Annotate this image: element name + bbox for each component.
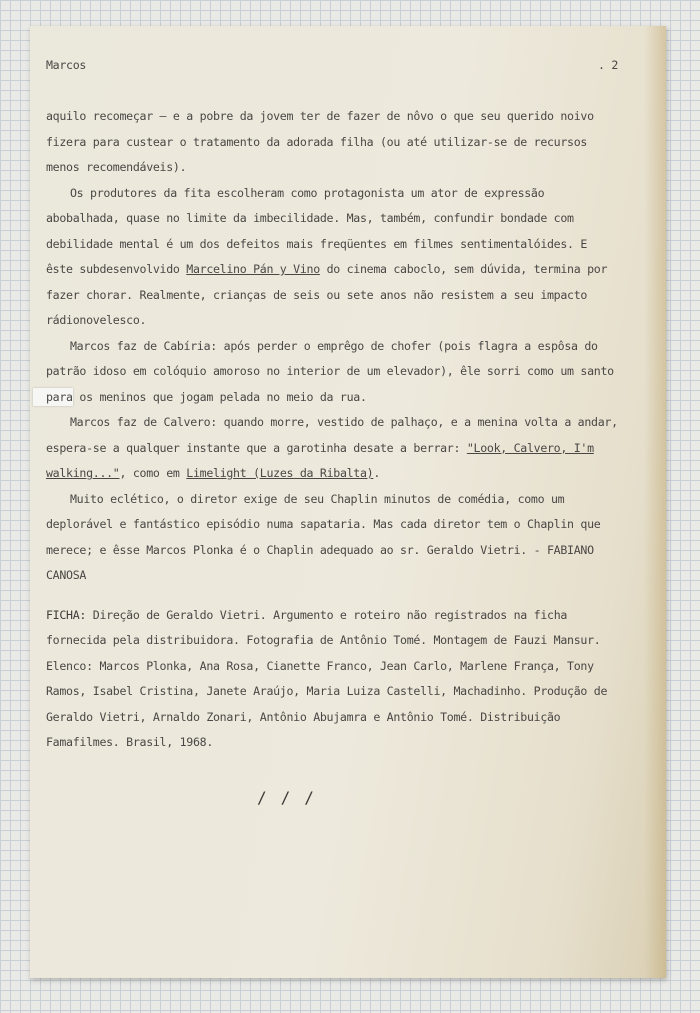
typed-text-block (46, 58, 618, 756)
ficha-text: Direção de Geraldo Vietri. Argumento e roteiro não registrados na ficha fornecida pela distribuidora. Fotografia de Antônio Tomé. Montagem de Fauzi Mansur. Elenco: Marcos Plonka, Ana Rosa, Cianette Franco, Jean Carlo, Marlene França, Tony Ramos, Isabel Cristina, Janete Araújo, Maria Luiza Castelli, Machadinho. Produção de Geraldo Vietri, Arnaldo Zonari, Antônio Abujamra e Antônio Tomé. Distribuição Famafilmes. Brasil, 1968. (46, 607, 608, 749)
paragraph-2-text-a: Os produtores da fita escolheram como protagonista um ator de expressão abobalhada, quase no limite da imbecilidade. Mas, também, confundir bondade com debilidade mental é um dos defeitos mais freqüentes em filmes sentimentalóides. E êste subdesenvolvido (46, 185, 588, 276)
page-number: . 2 (597, 58, 618, 72)
paragraph-2-title-underlined: Marcelino Pán y Vino (186, 262, 320, 276)
paragraph-4 (46, 410, 618, 487)
header-left: Marcos (46, 58, 87, 72)
ficha-paragraph (46, 603, 618, 756)
paragraph-5: Muito eclético, o diretor exige de seu Chaplin minutos de comédia, como um deplorável e fantástico episódio numa sapataria. Mas cada diretor tem o Chaplin que merece; e êsse Marcos Plonka é o Chaplin adequado ao sr. Geraldo Vietri. - FABIANO CANOSA (46, 491, 601, 582)
paragraph-4-text-b: , como em (119, 466, 187, 480)
ficha-label: FICHA: (46, 607, 87, 622)
paragraph-1: aquilo recomeçar — e a pobre da jovem ter de fazer de nôvo o que seu querido noivo fizera para custear o tratamento da adorada filha (ou até utilizar-se de recursos menos recomendáveis). (46, 109, 594, 174)
spacer (46, 589, 618, 603)
paragraph-2 (46, 181, 618, 334)
paragraph-3: Marcos faz de Cabíria: após perder o emprêgo de chofer (pois flagra a espôsa do patrão idoso em colóquio amoroso no interior de um elevador), êle sorri como um santo para os meninos que jogam pelada no meio da rua. (46, 338, 614, 404)
paragraph-4-text-a: Marcos faz de Calvero: quando morre, vestido de palhaço, e a menina volta a andar, espera-se a qualquer instante que a garotinha desate a berrar: (46, 415, 618, 455)
paragraph-2-text-b: do cinema caboclo, sem dúvida, termina por fazer chorar. Realmente, crianças de seis ou sete anos não resistem a seu impacto rádionovelesco. (46, 262, 608, 327)
page-header (46, 58, 618, 78)
end-mark: /// (257, 788, 328, 807)
aged-paper-edge (644, 26, 666, 978)
paragraph-4-quote-underlined: "Look, Calvero, I'm walking..." (46, 440, 594, 480)
paragraph-4-title-underlined: Limelight (Luzes da Ribalta) (186, 466, 374, 480)
paragraph-4-text-c: . (373, 466, 381, 480)
